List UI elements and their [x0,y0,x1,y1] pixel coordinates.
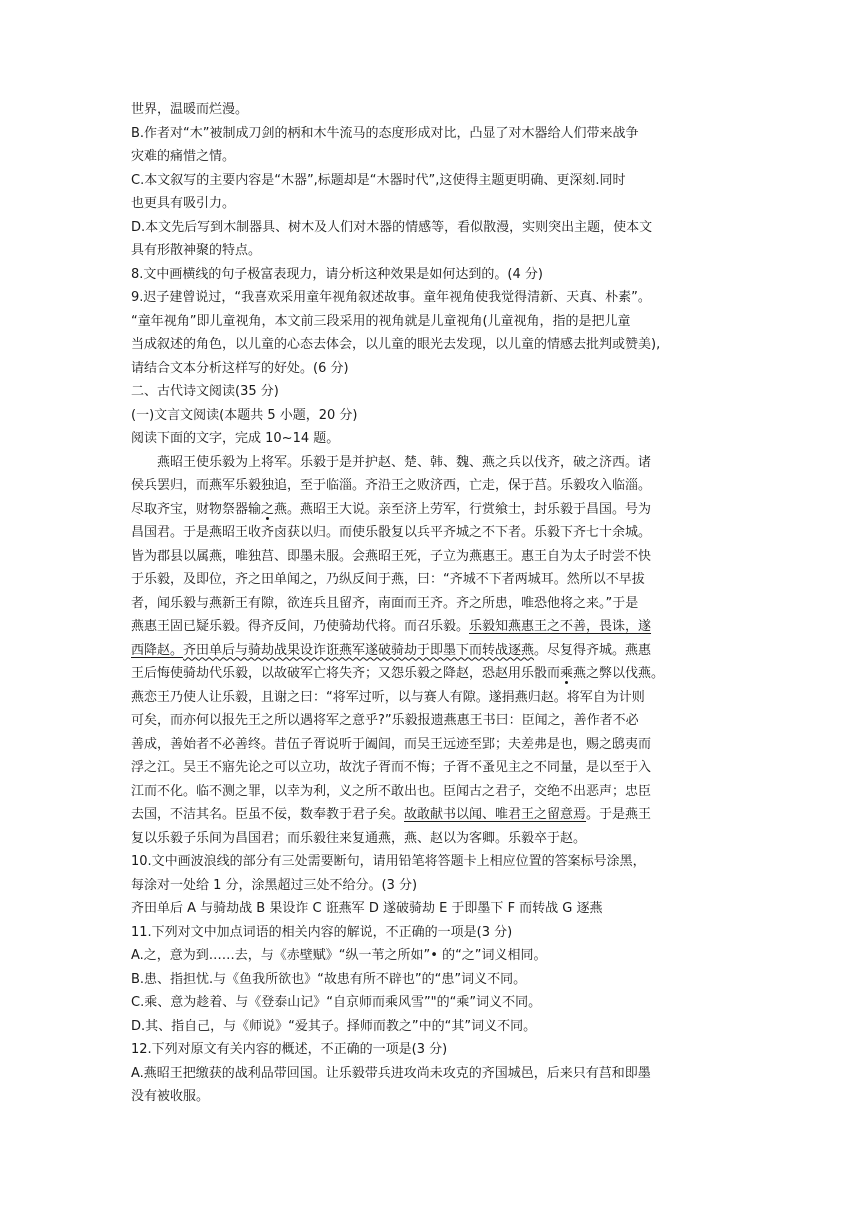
document-page [131,98,736,1109]
underlined-sentence: 故敢献书以闻、唯君王之留意焉 [404,807,587,822]
text-line: 每涂对一处给 1 分，涂黑超过三处不给分。(3 分) [131,877,418,893]
passage-line: 去国，不洁其名。臣虽不佞，数奉教于君子矣。故敢献书以闻、唯君王之留意焉。于是燕王 [131,807,652,822]
text-line: 当成叙述的角色，以儿童的心态去体会，以儿童的眼光去发现，以儿童的情感去批判或赞美), [131,337,661,352]
passage-line: 复以乐毅子乐间为昌国君；而乐毅往来复通燕，燕、赵以为客卿。乐毅卒于赵。 [131,830,587,846]
text-line: “童年视角”即儿童视角，本文前三段采用的视角就是儿童视角(儿童视角，指的是把儿童 [131,313,631,329]
wavy-underlined-text: 齐田单后与骑劫战果设诈诳燕军遂破骑劫于即墨下而转战逐燕 [183,642,535,658]
passage-line: 可矣，而亦何以报先王之所以遇将军之意乎?”乐毅报遗燕惠王书曰：臣闻之，善作者不必 [131,713,639,728]
option-a-line: A.燕昭王把缴获的战利品带回国。让乐毅带兵进攻尚未攻克的齐国城邑，后来只有莒和即墨 [131,1065,651,1081]
text-line: 也更具有吸引力。 [131,196,236,211]
text-line: 具有形散神聚的特点。 [131,243,262,258]
option-b-line: B.患、指担忧.与《鱼我所欲也》“故患有所不辟也”的“患”词义不同。 [131,971,527,987]
passage-line: 江而不化。临不测之罪，以幸为利，义之所不敢出也。臣闻古之君子，交绝不出恶声；忠臣 [131,783,652,799]
passage-line: 燕惠王固已疑乐毅。得齐反间，乃使骑劫代将。而召乐毅。乐毅知燕惠王之不善，畏诛，遂 [131,619,652,634]
option-b-line: B.作者对“木”被制成刀剑的柄和木牛流马的态度形成对比，凸显了对木器给人们带来战争 [131,125,639,141]
passage-line: 燕昭王使乐毅为上将军。乐毅于是并护赵、楚、韩、魏、燕之兵以伐齐，破之济西。诸 [157,454,652,470]
dotted-word: 乘 [560,666,574,681]
option-c-line: C.乘、意为趁着、与《登泰山记》“自京师而乘风雪”"的“乘”词义不同。 [131,995,542,1010]
answer-options-line: 齐田单后 A 与骑劫战 B 果设诈 C 诳燕军 D 遂破骑劫 E 于即墨下 F 而转战 G 逐燕 [131,901,603,916]
question-8: 8.文中画横线的句子极富表现力，请分析这种效果是如何达到的。(4 分) [131,266,543,282]
option-c-line: C.本文叙写的主要内容是“木器”,标题却是“木器时代”,这使得主题更明确、更深刻.同时 [131,172,626,188]
text-line: 世界，温暖而烂漫。 [131,102,249,117]
section-heading: 二、古代诗文阅读(35 分) [131,384,279,399]
subsection-heading: (一)文言文阅读(本题共 5 小题，20 分) [131,407,358,423]
underlined-sentence: 西降赵。 [131,642,184,658]
passage-line: 皆为郡县以属燕，唯独莒、即墨未服。会燕昭王死，子立为燕惠王。惠王自为太子时尝不快 [131,548,652,564]
underlined-sentence: 乐毅知燕惠王之不善，畏诛，遂 [469,619,652,634]
option-d-line: D.本文先后写到木制器具、树木及人们对木器的情感等，看似散漫，实则突出主题，使本文 [131,219,653,235]
option-d-line: D.其、指自己，与《师说》“爱其子。择师而教之”中的“其”词义不同。 [131,1018,537,1034]
classical-passage [131,451,736,851]
passage-line: 侯兵罢归，而燕军乐毅独追，至于临淄。齐沿王之败济西，亡走，保于莒。乐毅攻入临淄。 [131,478,652,493]
passage-line: 王后悔使骑劫代乐毅，以故破军亡将失齐；又怨乐毅之降赵，恐赵用乐骰而乘燕之弊以伐燕。 [131,666,665,681]
passage-line: 西降赵。齐田单后与骑劫战果设诈诳燕军遂破骑劫于即墨下而转战逐燕。尽复得齐城。燕惠 [131,642,652,658]
instruction: 阅读下面的文字，完成 10~14 题。 [131,431,340,446]
question-9: 9.迟子建曾说过，“我喜欢采用童年视角叙述故事。童年视角使我觉得清新、天真、朴素”。 [131,290,651,305]
text-line: 灾难的痛惜之情。 [131,149,236,164]
option-a-line: A.之，意为到……去，与《赤壁赋》“纵一苇之所如”• 的“之”词义相同。 [131,948,547,963]
passage-line: 浮之江。吴王不寤先论之可以立功，故沈子胥而不悔；子胥不蚤见主之不同量，是以至于入 [131,760,652,775]
text-line: 没有被收服。 [131,1089,210,1104]
text-line: 请结合文本分析这样写的好处。(6 分) [131,360,349,376]
dotted-word: 之 [261,501,275,517]
passage-line: 者，闻乐毅与燕新王有隙，欲连兵且留齐，南面而王齐。齐之所患，唯恐他将之来。”于是 [131,595,639,611]
question-10: 10.文中画波浪线的部分有三处需要断句，请用铅笔将答题卡上相应位置的答案标号涂黑， [131,854,646,869]
passage-line: 善成，善始者不必善终。昔伍子胥说听于阖闾，而吴王远迹至郢；夫差弗是也，赐之鸱夷而 [131,736,652,752]
question-11: 11.下列对文中加点词语的相关内容的解说，不正确的一项是(3 分) [131,924,513,940]
question-12: 12.下列对原文有关内容的概述，不正确的一项是(3 分) [131,1042,448,1057]
passage-line: 于乐毅，及即位，齐之田单闻之，乃纵反间于燕，曰：“齐城不下者两城耳。然所以不早拔 [131,572,645,587]
passage-line: 昌国君。于是燕昭王收齐卤获以归。而使乐骰复以兵平齐城之不下者。乐毅下齐七十余城。 [131,525,652,540]
passage-line: 尽取齐宝，财物祭器输之燕。燕昭王大说。亲至济上劳军，行赏飨士，封乐毅于昌国。号为 [131,501,652,517]
passage-line: 燕恋王乃使人让乐毅，且谢之曰：“将军过听，以与赛人有隙。遂捐燕归赵。将军自为计则 [131,689,645,705]
